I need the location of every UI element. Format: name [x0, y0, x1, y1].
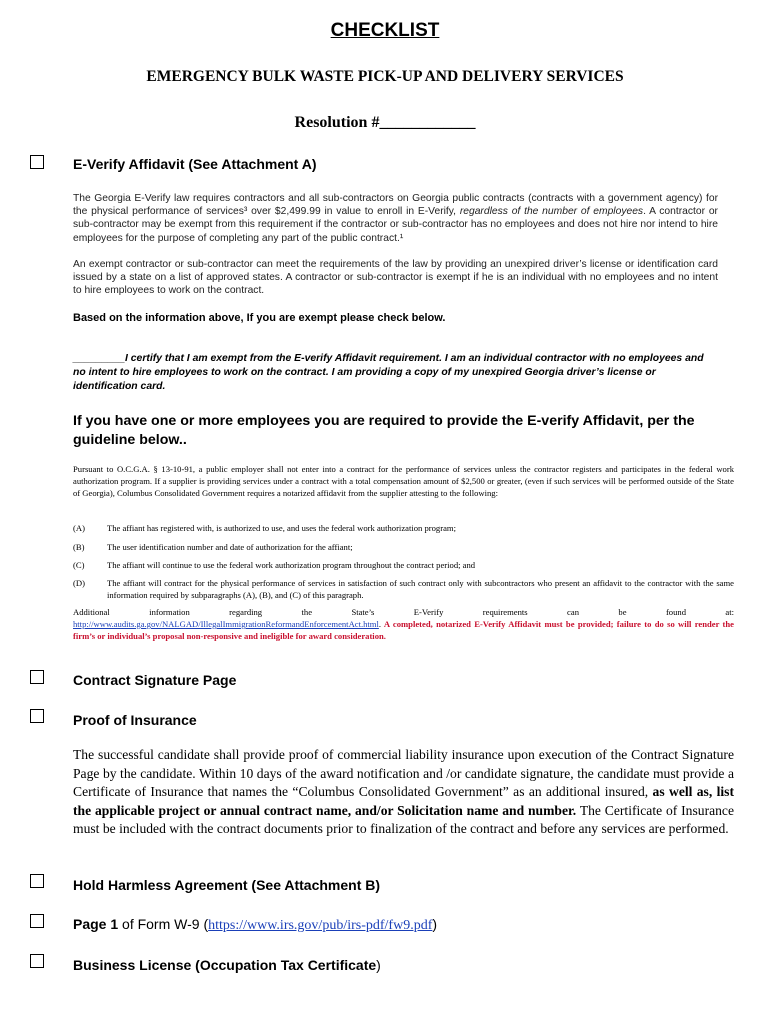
business-license-heading-text: Business License (Occupation Tax Certificate — [73, 957, 377, 973]
requirement-item-d — [73, 578, 734, 602]
requirement-item-text: The affiant will contract for the physical performance of services in satisfaction of such contract only with subcontractors who present an affidavit to the contractor with the same information required by subparagraphs (A), (B), and (C) of this paragraph. — [107, 578, 734, 600]
requirement-item-label: (B) — [73, 542, 85, 552]
hold-harmless-heading: Hold Harmless Agreement (See Attachment B) — [73, 877, 381, 893]
w9-link[interactable]: https://www.irs.gov/pub/irs-pdf/fw9.pdf — [208, 918, 433, 933]
business-license-heading-close: ) — [376, 957, 381, 973]
requirement-item-text: The affiant has registered with, is authorized to use, and uses the federal work authorization program; — [107, 523, 456, 533]
requirement-item-text: The user identification number and date of authorization for the affiant; — [107, 542, 353, 552]
employees-heading: If you have one or more employees you are required to provide the E-verify Affidavit, per the guideline below.. — [73, 413, 695, 448]
requirement-item-text: The affiant will continue to use the federal work authorization program throughout the contract period; and — [107, 560, 476, 570]
insurance-paragraph — [73, 746, 734, 839]
insurance-paragraph-bold: as well as, list the applicable project or annual contract name, and/or Solicitation name and number. — [73, 784, 734, 818]
everify-checkbox[interactable] — [30, 155, 44, 169]
exempt-note: Based on the information above, If you are exempt please check below. — [73, 312, 446, 324]
w9-heading — [73, 916, 437, 934]
everify-warning: A completed, notarized E-Verify Affidavit must be provided; failure to do so will render the firm’s or individual’s proposal non-responsive and ineligible for award consideration. — [73, 619, 734, 641]
everify-paragraph-1-italic: regardless of the number of employees — [459, 206, 644, 218]
link-period: . — [378, 619, 382, 629]
pursuant-paragraph: Pursuant to O.C.G.A. § 13-10-91, a public employer shall not enter into a contract for the performance of services unless the contractor registers and participates in the federal work authorization program. If a supplier is providing services under a contract with a total compensation amount of $2,500 or greater, (even if such services will be performed outside of the State of Georgia), Columbus Consolidated Government requires a notarized affidavit from the supplier attesting to the following: — [73, 464, 734, 498]
resolution-line: Resolution #____________ — [294, 114, 476, 131]
page-title: CHECKLIST — [330, 20, 440, 41]
insurance-heading: Proof of Insurance — [73, 712, 197, 728]
contract-signature-heading: Contract Signature Page — [73, 672, 237, 688]
everify-heading: E-Verify Affidavit (See Attachment A) — [73, 156, 317, 172]
w9-heading-bold: Page 1 — [73, 916, 119, 932]
everify-paragraph-1 — [73, 192, 718, 245]
requirement-item-label: (D) — [73, 578, 85, 588]
requirement-item-a — [73, 523, 734, 535]
w9-checkbox[interactable] — [30, 914, 44, 928]
additional-info-line: Additional information regarding the State’s E-Verify requirements can be found at: — [73, 607, 734, 617]
contract-signature-checkbox[interactable] — [30, 670, 44, 684]
insurance-paragraph-text-b: The Certificate of Insurance must be included with the contract documents prior to finalization of the contract and before any services are performed. — [73, 802, 734, 837]
business-license-checkbox[interactable] — [30, 954, 44, 968]
everify-paragraph-1-text-b: . A contractor or sub-contractor may be exempt from this requirement if the contractor or sub-contractor has no employees and does not hire nor intend to hire employees for the purpose of completing any part of the public contract.¹ — [73, 206, 718, 244]
additional-info-link-line — [73, 619, 734, 643]
requirement-item-label: (A) — [73, 523, 85, 533]
requirement-item-b — [73, 542, 734, 554]
exempt-certification: _________I certify that I am exempt from the E-verify Affidavit requirement. I am an individual contractor with no employees and no intent to hire employees to work on the contract. I am providing a copy of my unexpired Georgia driver’s license or identification card. — [73, 353, 704, 392]
page-subtitle: EMERGENCY BULK WASTE PICK-UP AND DELIVERY SERVICES — [146, 68, 624, 85]
requirement-item-c — [73, 560, 734, 572]
w9-heading-close: ) — [432, 916, 438, 932]
w9-heading-text: of Form W-9 ( — [118, 916, 209, 932]
hold-harmless-checkbox[interactable] — [30, 874, 44, 888]
everify-paragraph-2: An exempt contractor or sub-contractor can meet the requirements of the law by providing an unexpired driver’s license or identification card issued by a state on a list of approved states. A contractor or sub-contractor is exempt if he is an individual with no employees and no intent to hire employees to work on the contract. — [73, 259, 718, 297]
insurance-paragraph-text-a: The successful candidate shall provide proof of commercial liability insurance upon execution of the Contract Signature Page by the candidate. Within 10 days of the award notification and /or candidate signature, the candidate must provide a Certificate of Insurance that names the “Columbus Consolidated Government” as an additional insured, — [73, 747, 734, 800]
everify-paragraph-1-text-a: The Georgia E-Verify law requires contractors and all sub-contractors on Georgia public contracts (contracts with a government agency) for the physical performance of services³ over $2,499.99 in value to enroll in E-Verify, — [73, 193, 718, 218]
business-license-heading — [73, 957, 381, 973]
insurance-checkbox[interactable] — [30, 709, 44, 723]
everify-info-link[interactable]: http://www.audits.ga.gov/NALGAD/IllegalImmigrationReformandEnforcementAct.html — [73, 619, 379, 629]
requirement-item-label: (C) — [73, 560, 85, 570]
